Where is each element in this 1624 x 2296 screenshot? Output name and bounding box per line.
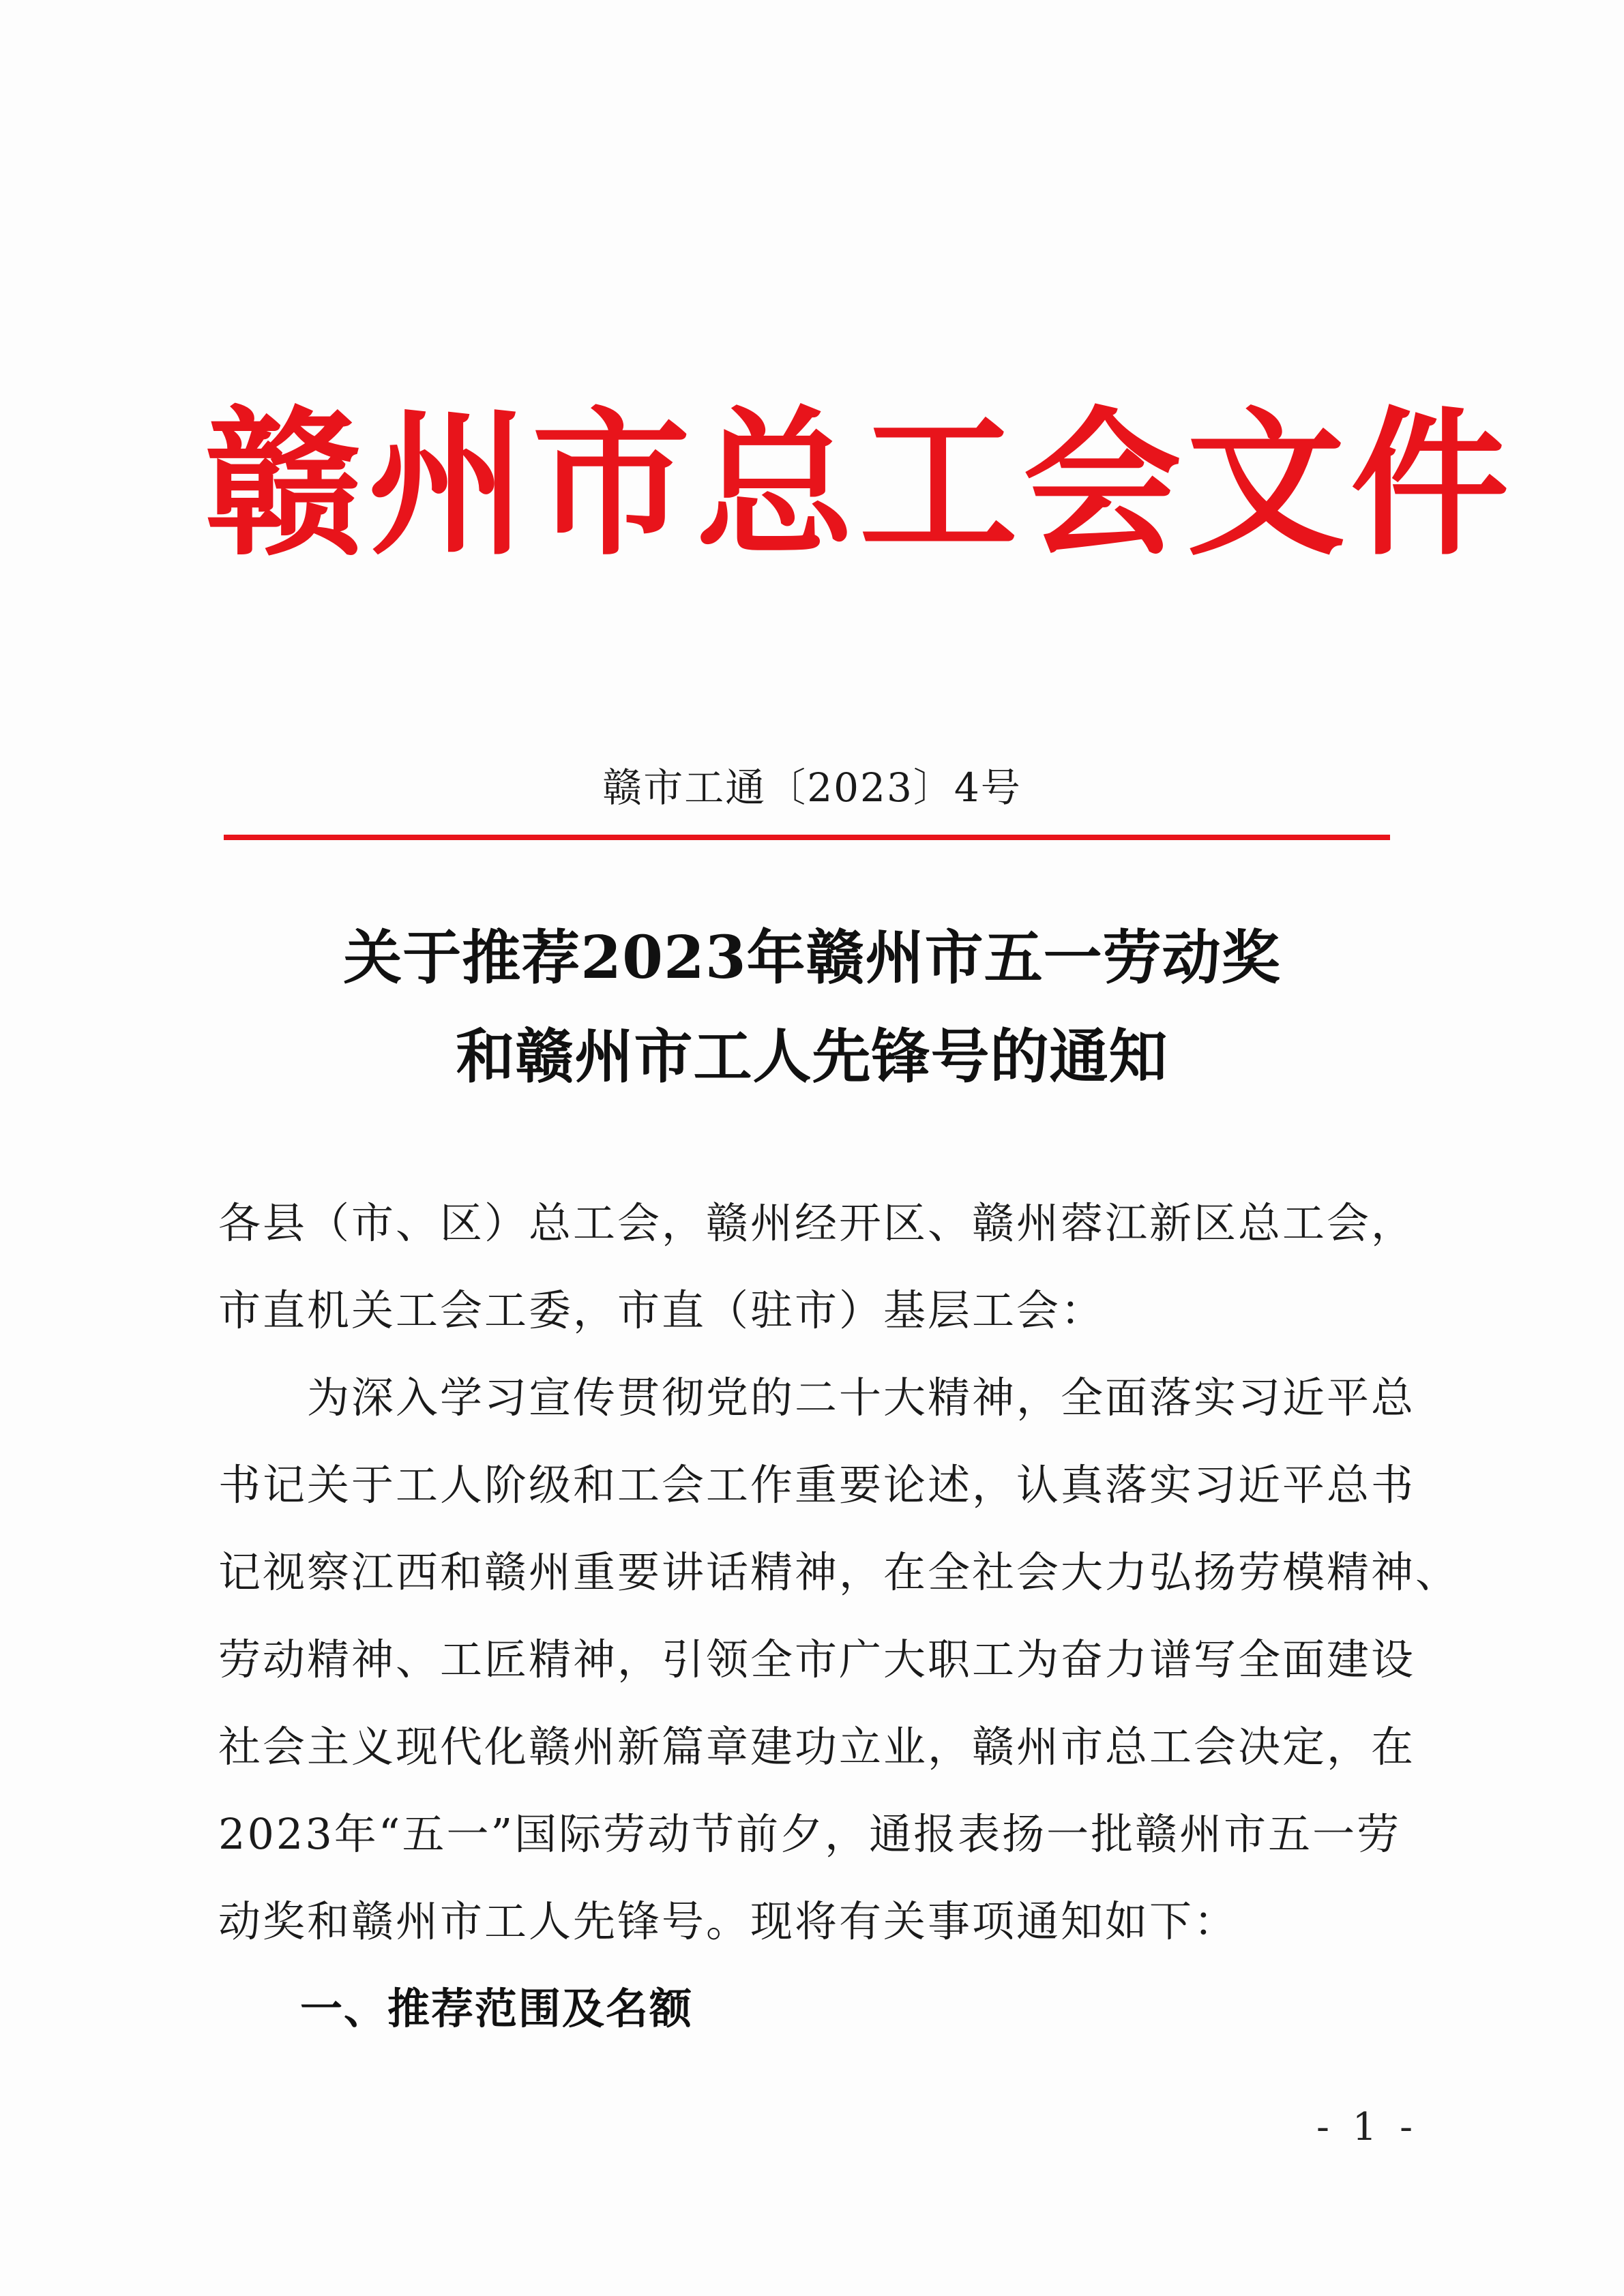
paragraph-line: 2023年“五一”国际劳动节前夕，通报表扬一批赣州市五一劳 (218, 1809, 1402, 1859)
paragraph-line: 为深入学习宣传贯彻党的二十大精神，全面落实习近平总 (218, 1373, 1416, 1422)
salutation-line-2: 市直机关工会工委，市直（驻市）基层工会： (218, 1285, 1106, 1335)
document-title-line-1: 关于推荐2023年赣州市五一劳动奖 (343, 923, 1281, 992)
paragraph-line: 劳动精神、工匠精神，引领全市广大职工为奋力谱写全面建设 (218, 1635, 1416, 1684)
red-divider-line (224, 835, 1390, 840)
paragraph-line: 记视察江西和赣州重要讲话精神，在全社会大力弘扬劳模精神、 (218, 1547, 1460, 1597)
salutation-line-1: 各县（市、区）总工会，赣州经开区、赣州蓉江新区总工会， (218, 1198, 1416, 1248)
document-number: 赣市工通〔2023〕4号 (602, 764, 1022, 811)
paragraph-line: 动奖和赣州市工人先锋号。现将有关事项通知如下： (218, 1896, 1239, 1946)
masthead-title: 赣州市总工会文件 (205, 391, 1515, 577)
paragraph-line: 书记关于工人阶级和工会工作重要论述，认真落实习近平总书 (218, 1460, 1416, 1510)
paragraph-line: 社会主义现代化赣州新篇章建功立业，赣州市总工会决定，在 (218, 1722, 1416, 1772)
section-heading: 一、推荐范围及名额 (300, 1984, 694, 2033)
document-title-line-2: 和赣州市工人先锋号的通知 (456, 1022, 1168, 1091)
page-number: - 1 - (1316, 2105, 1419, 2149)
